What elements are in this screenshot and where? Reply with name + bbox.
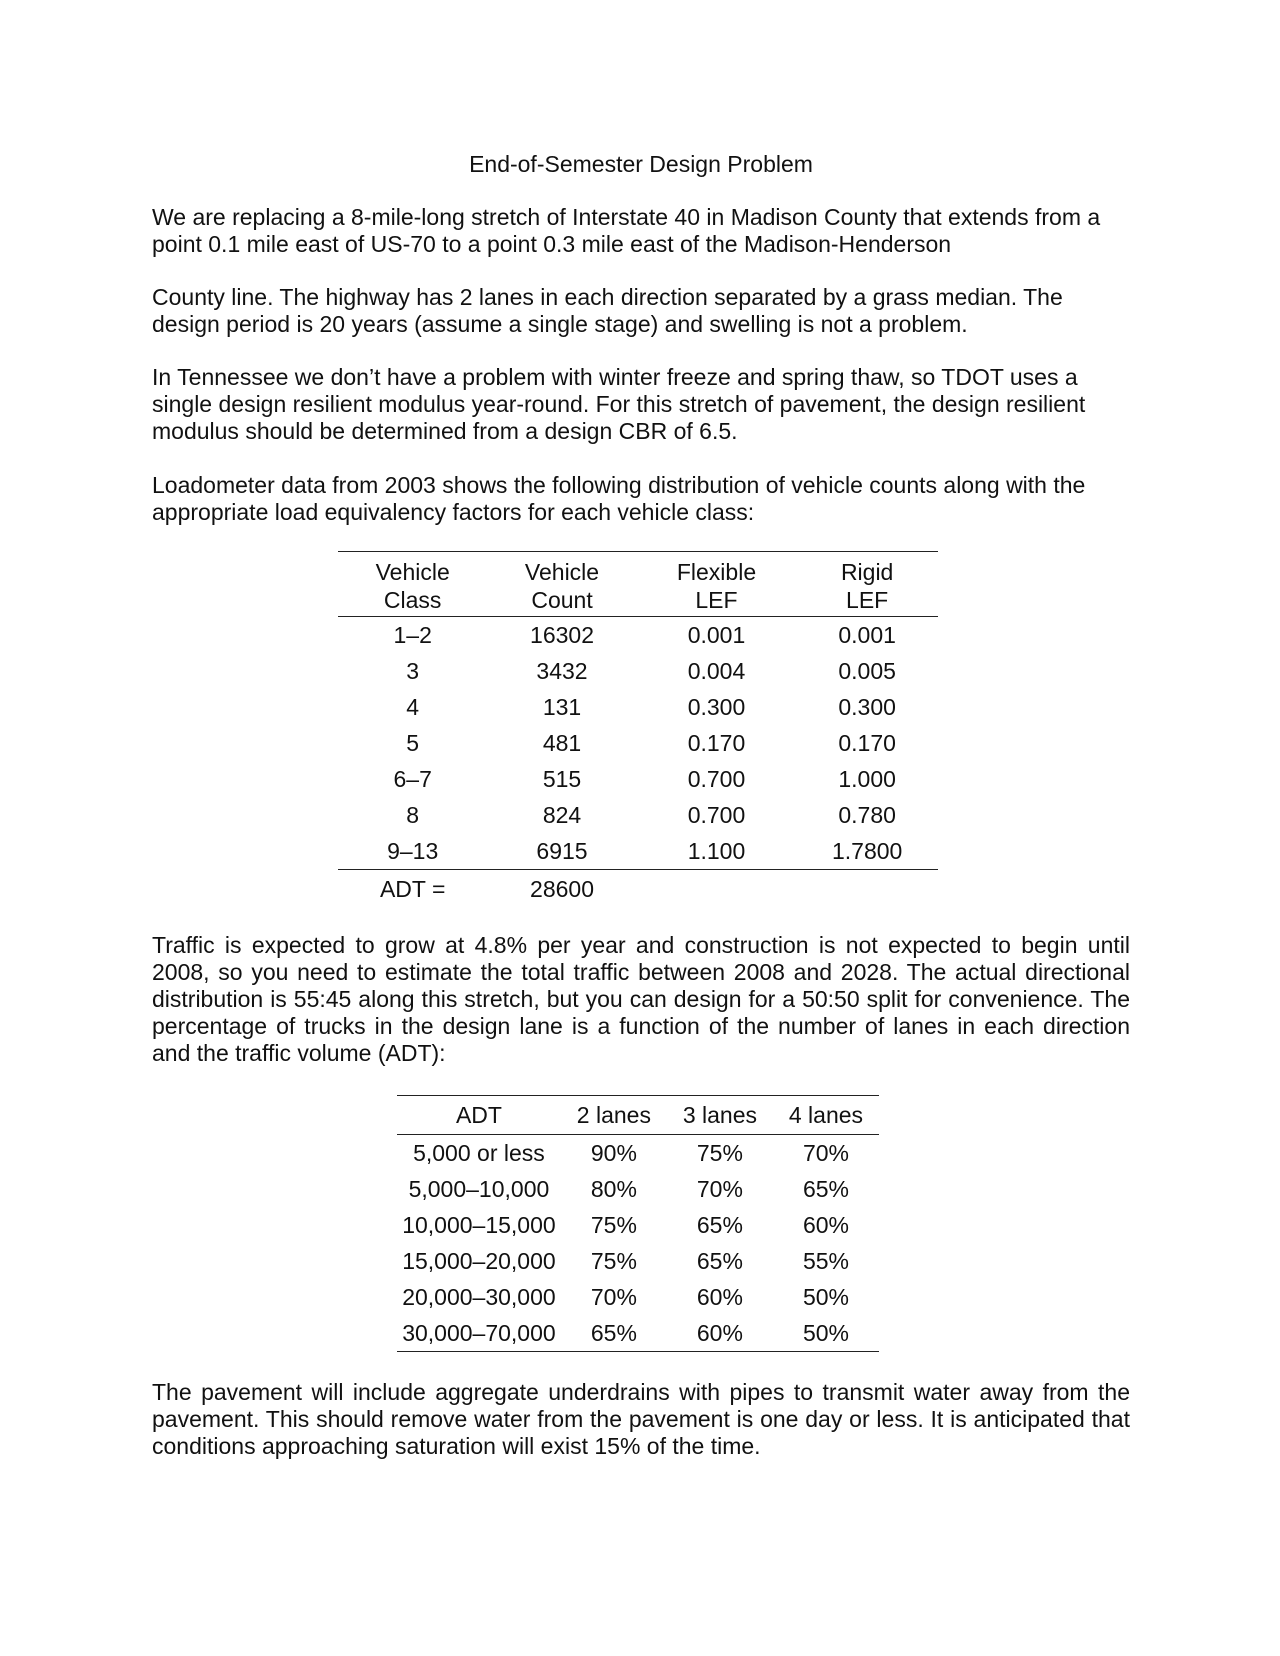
cell-4-lanes: 60% (802, 1211, 849, 1238)
paragraph-modulus: In Tennessee we don’t have a problem with winter freeze and spring thaw, so TDOT uses a single design resilient modulus year-round. For this stretch of pavement, the design resilient modulus should be determined from a design CBR of 6.5. (152, 364, 1086, 444)
cell-2-lanes: 75% (590, 1247, 637, 1274)
cell-adt-range: 5,000 or less (413, 1139, 545, 1166)
cell-class: 1–2 (393, 621, 432, 648)
cell-flexible-lef: 1.100 (637, 833, 797, 870)
table-row (397, 1171, 879, 1207)
adt-total-label: ADT = (379, 875, 446, 902)
page-title: End-of-Semester Design Problem (469, 151, 813, 177)
cell-3-lanes: 70% (696, 1175, 743, 1202)
table-row (397, 1315, 879, 1352)
header-4-lanes: 4 lanes (773, 1096, 879, 1135)
cell-adt-range: 5,000–10,000 (408, 1175, 550, 1202)
header-2-lanes: 2 lanes (561, 1096, 667, 1135)
lane-table-header (397, 1096, 879, 1135)
cell-2-lanes: 80% (590, 1175, 637, 1202)
paragraph-drainage: The pavement will include aggregate underdrains with pipes to transmit water away from the pavement. This should remove water from the pavement is one day or less. It is anticipated that conditions approaching saturation will exist 15% of the time. (152, 1379, 1130, 1459)
table-row (397, 1207, 879, 1243)
cell-adt-range: 20,000–30,000 (402, 1283, 556, 1310)
table-row (338, 689, 938, 725)
cell-count: 16302 (530, 621, 594, 648)
cell-count: 824 (542, 801, 582, 828)
cell-class: 4 (406, 693, 420, 720)
adt-total-value: 28600 (530, 875, 594, 902)
cell-class: 6–7 (393, 765, 432, 792)
table-row (397, 1135, 879, 1172)
paragraph-loadometer: Loadometer data from 2003 shows the following distribution of vehicle counts along with the appropriate load equivalency factors for each vehicle class: (152, 472, 1086, 525)
table-row (397, 1243, 879, 1279)
cell-3-lanes: 60% (696, 1283, 743, 1310)
cell-4-lanes: 50% (802, 1283, 849, 1310)
cell-class: 8 (406, 801, 420, 828)
cell-2-lanes: 90% (590, 1139, 637, 1166)
cell-class: 9–13 (338, 833, 487, 870)
table-row (397, 1279, 879, 1315)
cell-4-lanes: 65% (802, 1175, 849, 1202)
cell-flexible-lef: 0.004 (687, 657, 746, 684)
cell-adt-range: 10,000–15,000 (402, 1211, 556, 1238)
header-3-lanes: 3 lanes (667, 1096, 773, 1135)
cell-3-lanes: 65% (696, 1247, 743, 1274)
cell-rigid-lef: 0.300 (838, 693, 896, 720)
cell-4-lanes: 50% (773, 1315, 879, 1352)
cell-flexible-lef: 0.170 (687, 729, 746, 756)
table-total-row (338, 870, 938, 909)
table-row (338, 797, 938, 833)
table-row (338, 725, 938, 761)
cell-rigid-lef: 1.000 (838, 765, 896, 792)
header-adt: ADT (397, 1096, 561, 1135)
lane-distribution-table (397, 1095, 879, 1352)
cell-4-lanes: 55% (802, 1247, 849, 1274)
cell-2-lanes: 75% (590, 1211, 637, 1238)
cell-flexible-lef: 0.001 (687, 621, 746, 648)
cell-flexible-lef: 0.700 (687, 801, 746, 828)
cell-class: 5 (406, 729, 420, 756)
cell-count: 3432 (536, 657, 588, 684)
table-row (338, 617, 938, 654)
paragraph-highway: County line. The highway has 2 lanes in each direction separated by a grass median. The design period is 20 years (assume a single stage) and swelling is not a problem. (152, 284, 1063, 337)
cell-4-lanes: 70% (802, 1139, 849, 1166)
header-vehicle-count: Vehicle Count (487, 552, 636, 617)
cell-class: 3 (406, 657, 420, 684)
cell-count: 515 (542, 765, 582, 792)
cell-rigid-lef: 0.170 (838, 729, 896, 756)
cell-adt-range: 15,000–20,000 (402, 1247, 556, 1274)
cell-rigid-lef: 0.001 (838, 621, 896, 648)
cell-flexible-lef: 0.700 (687, 765, 746, 792)
cell-3-lanes: 75% (696, 1139, 743, 1166)
paragraph-traffic-growth: Traffic is expected to grow at 4.8% per year and construction is not expected to begin until 2008, so you need to estimate the total traffic between 2008 and 2028. The actual directional distribution is 55:45 along this stretch, but you can design for a 50:50 split for convenience. The percentage of trucks in the design lane is a function of the number of lanes in each direction and the traffic volume (ADT): (152, 932, 1130, 1066)
table-row (338, 833, 938, 870)
cell-adt-range: 30,000–70,000 (397, 1315, 561, 1352)
cell-2-lanes: 70% (590, 1283, 637, 1310)
cell-count: 6915 (487, 833, 636, 870)
cell-3-lanes: 65% (696, 1211, 743, 1238)
cell-count: 481 (542, 729, 582, 756)
paragraph-location: We are replacing a 8-mile-long stretch of Interstate 40 in Madison County that extends from a point 0.1 mile east of US-70 to a point 0.3 mile east of the Madison-Henderson (152, 204, 1101, 257)
cell-count: 131 (542, 693, 582, 720)
cell-flexible-lef: 0.300 (687, 693, 746, 720)
vehicle-table-header (338, 552, 938, 617)
vehicle-table (338, 551, 938, 908)
cell-rigid-lef: 1.7800 (796, 833, 938, 870)
table-row (338, 653, 938, 689)
cell-rigid-lef: 0.005 (838, 657, 896, 684)
header-flexible-lef: Flexible LEF (637, 552, 797, 617)
cell-2-lanes: 65% (561, 1315, 667, 1352)
header-rigid-lef: Rigid LEF (796, 552, 938, 617)
cell-3-lanes: 60% (667, 1315, 773, 1352)
header-vehicle-class: Vehicle Class (338, 552, 487, 617)
table-row (338, 761, 938, 797)
cell-rigid-lef: 0.780 (838, 801, 896, 828)
